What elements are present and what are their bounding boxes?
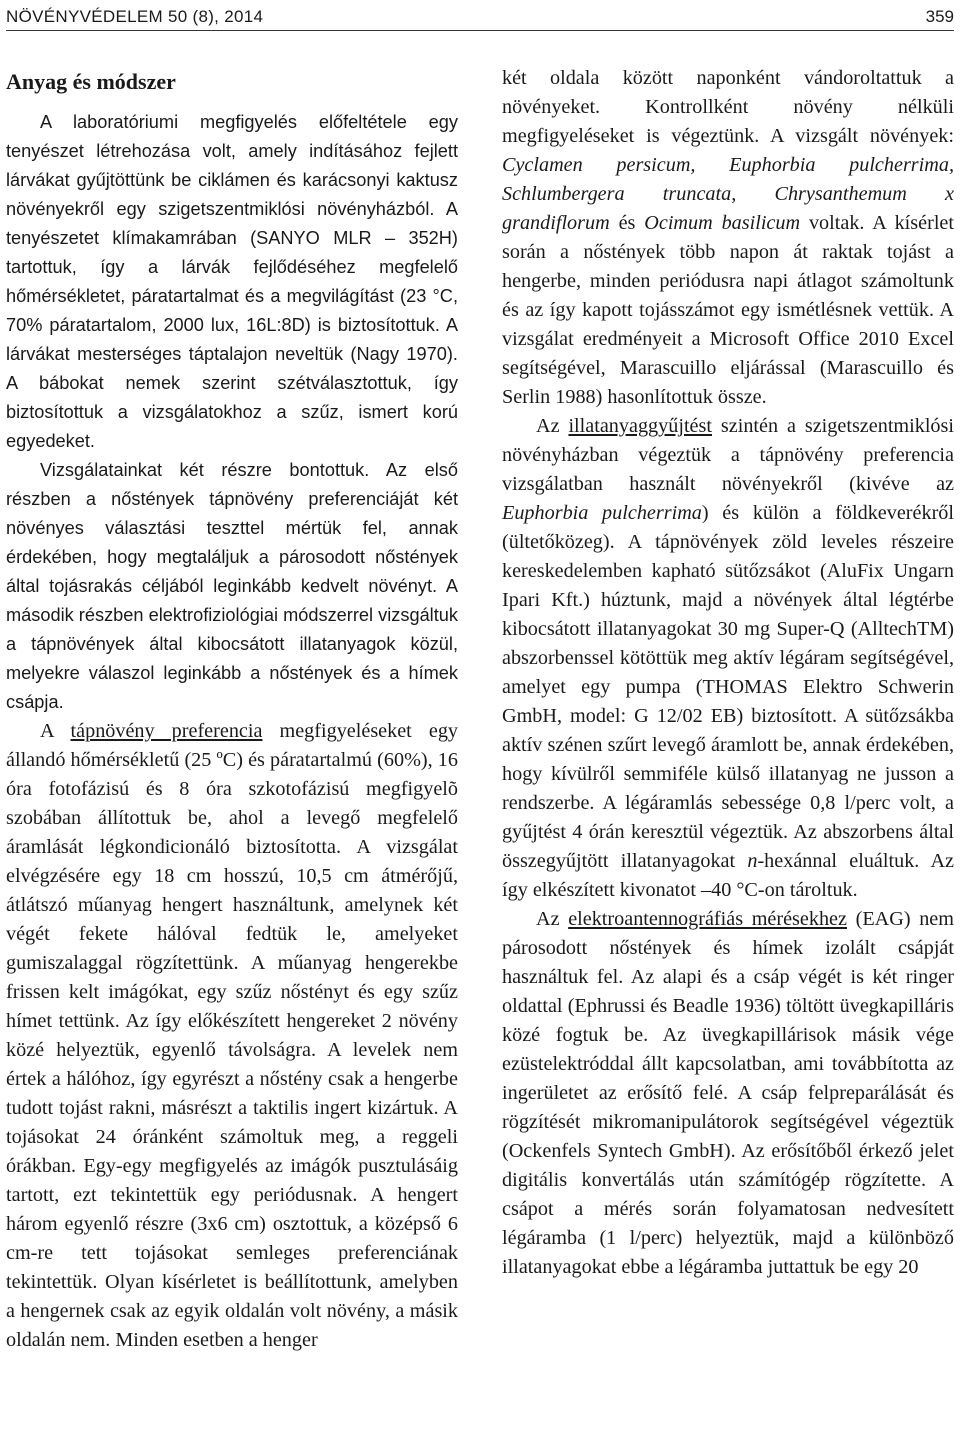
- text-run: Az: [536, 415, 569, 437]
- text-run: voltak. A kísérlet során a nőstények több napon át raktak tojást a hengerbe, minden periódusra napi átlagot számoltunk és az így kapott tojásszámot egy ismétlésnek vettük. A vizsgálat eredményeit a Microsoft Office 2010 Excel segítségével, Marascuillo eljárással (Marascuillo és Serlin 1988) hasonlítottuk össze.: [502, 212, 955, 408]
- species-name: Euphorbia pulcherrima: [502, 502, 702, 524]
- text-run: szintén a szigetszentmiklósi növényházban végeztük a tápnövény preferencia vizsgálatban használt növényekről (kivéve az: [502, 415, 954, 495]
- running-header: [6, 4, 954, 31]
- text-run: megfigyeléseket egy állandó hőmérsékletű (25 ºC) és páratartalmú (60%), 16 óra fotofázisú és 8 óra szkotofázisú megfigyelõ szobában állítottuk be, ahol a levegő megfelelő áramlását légkondicionáló biztosította. A vizsgálat elvégzésére egy 18 cm hosszú, 10,5 cm átmérőjű, átlátszó műanyag hengert használtunk, amelynek két végét fekete hálóval fedtük le, amelyeket gumiszalaggal rögzítettünk. A műanyag hengerekbe frissen kelt imágókat, egy szűz nőstényt és egy szűz hímet tettünk. Az így előkészített hengereket 2 növény közé helyeztük, egyenlő távolságra. A levelek nem értek a hálóhoz, így egyrészt a nőstény csak a hengerbe tudott tojást rakni, másrészt a taktilis ingert kizártuk. A tojásokat 24 óránként számoltuk meg, a reggeli órákban. Egy-egy megfigyelés az imágók pusztulásáig tartott, ezt tekintettük egy periódusnak. A hengert három egyenlő részre (3x6 cm) osztottuk, a középső 6 cm-re tett tojásokat semleges preferenciának tekintettük. Olyan kísérletet is beállítottunk, amelyben a hengernek csak az egyik oldalán volt növény, a másik oldalán nem. Minden esetben a henger: [6, 720, 459, 1351]
- text-run: két oldala között naponként vándoroltattuk a növényeket. Kontrollként növény nélküli megfigyeléseket is végeztünk. A vizsgált növények:: [502, 67, 954, 147]
- section-title: Anyag és módszer: [6, 69, 176, 94]
- page-number: 359: [925, 7, 954, 26]
- paragraph-eag: [502, 905, 954, 1282]
- text-run: A: [40, 720, 71, 742]
- left-column: [6, 64, 458, 1355]
- species-name: Ocimum basilicum: [644, 212, 801, 234]
- paragraph-continued: [502, 64, 954, 412]
- text-run: -hexánnal eluáltuk. Az így elkészített kivonatot –40 °C-on tároltuk.: [502, 850, 954, 901]
- paragraph-host-preference: [6, 717, 458, 1355]
- paragraph-lab-setup: A laboratóriumi megfigyelés előfeltétele egy tenyészet létrehozása volt, amely indításához fejlett lárvákat gyűjtöttünk be ciklámen és karácsonyi kaktusz növényekről egy szigetszentmiklósi növényházból. A tenyészetet klímakamrában (SANYO MLR – 352H) tartottuk, így a lárvák fejlődéséhez megfelelő hőmérsékletet, páratartalmat és a megvilágítást (23 °C, 70% páratartalom, 2000 lux, 16L:8D) is biztosítottuk. A lárvákat mesterséges táptalajon neveltük (Nagy 1970). A bábokat nemek szerint szétválasztottuk, így biztosítottuk a vizsgálatokhoz a szűz, ismert korú egyedeket.: [6, 112, 458, 451]
- paragraph-volatile-collection: [502, 412, 954, 905]
- paragraph-study-parts: Vizsgálatainkat két részre bontottuk. Az első részben a nőstények tápnövény preferenciáját két növényes választási teszttel mértük fel, annak érdekében, hogy megtaláljuk a párosodott nőstények által tojásrakás céljából leginkább kedvelt növényt. A második részben elektrofiziológiai módszerrel vizsgáltuk a tápnövények által kibocsátott illatanyagok közül, melyekre válaszol leginkább a nőstények és a hímek csápja.: [6, 460, 458, 712]
- underlined-term: elektroantennográfiás mérésekhez: [568, 908, 847, 930]
- text-run: (EAG) nem párosodott nőstények és hímek izolált csápját használtuk fel. Az alapi és a csáp végét is két ringer oldattal (Ephrussi és Beadle 1936) töltött üvegkapilláris közé fogtuk be. Az üvegkapillárisok másik vége ezüstelektróddal állt kapcsolatban, ami továbbította az ingerületet az erősítő felé. A csáp felpreparálását és rögzítését mikromanipulátorok segítségével végeztük (Ockenfels Syntech GmbH). Az erősítőből érkező jelet digitális konvertálás után számítógép rögzítette. A csápot a mérés során folyamatosan nedvesített légáramba (1 l/perc) helyeztük, majd a különböző illatanyagokat ebbe a légárambа juttattuk be egy 20: [502, 908, 954, 1278]
- underlined-term: tápnövény preferencia: [70, 720, 263, 742]
- species-names: Cyclamen persicum, Euphorbia pulcherrima, Schlumbergera truncata, Chrysanthemum x grandiflorum: [502, 154, 954, 234]
- text-run: és: [609, 212, 645, 234]
- underlined-term: illatanyaggyűjtést: [568, 415, 712, 437]
- text-run: Az: [536, 908, 569, 930]
- text-run: ) és külön a földkeverékről (ültetőközeg). A tápnövények zöld leveles részeire kereskedelemben kapható sütőzsákot (AluFix Ungarn Ipari Kft.) húztunk, majd a növények által légtérbe kibocsátott illatanyagokat 30 mg Super-Q (AlltechTM) abszorbenssel kötöttük meg aktív légáram segítségével, amelyet egy pumpa (THOMAS Elektro Schwerin GmbH, model: G 12/02 EB) biztosított. A sütőzsákba aktív szénen szűrt levegő áramlott be, annak érdekében, hogy kívülről semmiféle külső illatanyag ne jusson a rendszerbe. A légáramlás sebessége 0,8 l/perc volt, a gyűjtést 4 órán keresztül végeztük. Az abszorbens által összegyűjtött illatanyagokat: [502, 502, 954, 872]
- italic-n: n: [747, 850, 758, 872]
- journal-citation: NÖVÉNYVÉDELEM 50 (8), 2014: [6, 7, 264, 26]
- right-column: [502, 64, 954, 1282]
